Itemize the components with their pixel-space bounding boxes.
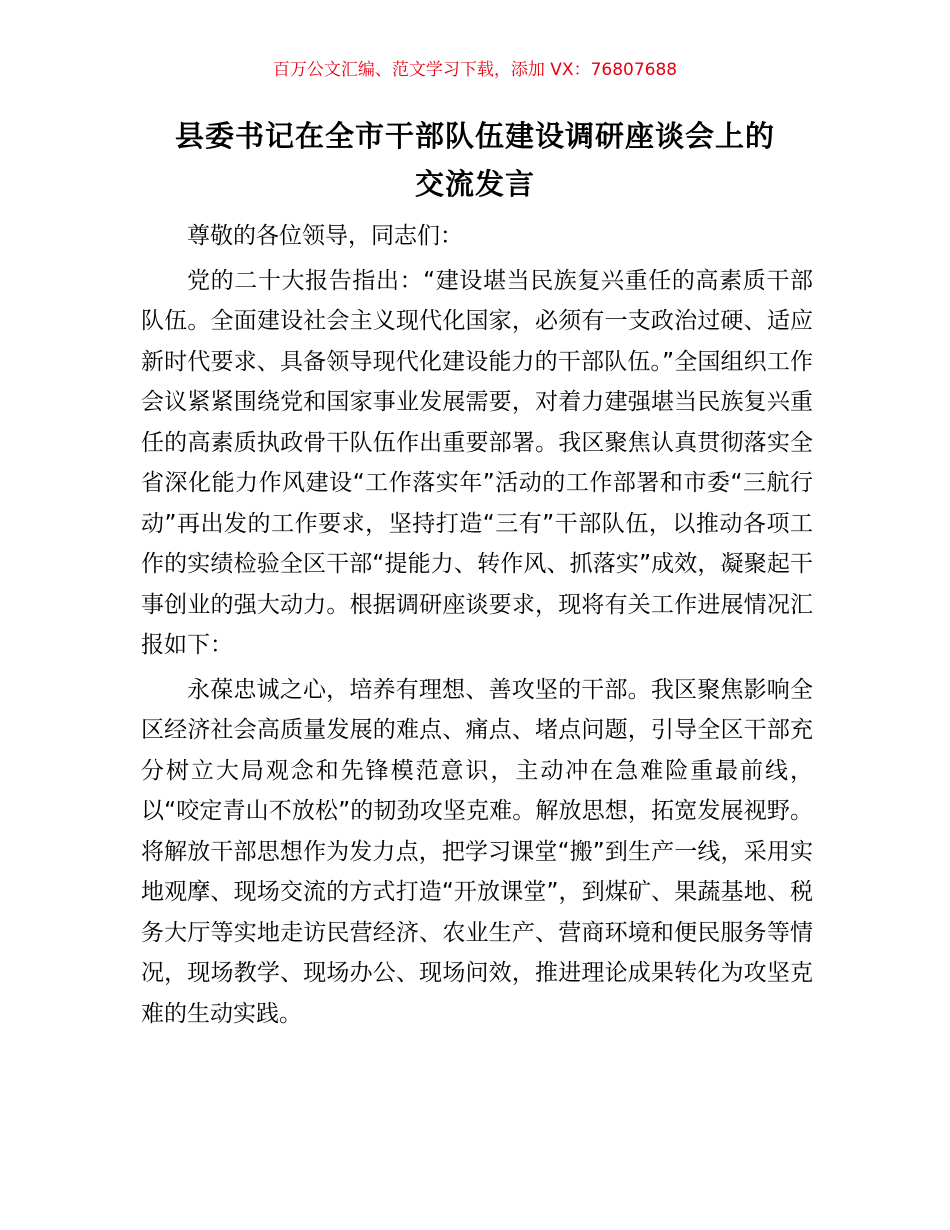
body-paragraph: 永葆忠诚之心，培养有理想、善攻坚的干部。我区聚焦影响全区经济社会高质量发展的难点、痛点、堵点问题，引导全区干部充分树立大局观念和先锋模范意识，主动冲在急难险重最前线，以“咬定青山不放松”的韧劲攻坚克难。解放思想，拓宽发展视野。将解放干部思想作为发力点，把学习课堂“搬”到生产一线，采用实地观摩、现场交流的方式打造“开放课堂”，到煤矿、果蔬基地、税务大厅等实地走访民营经济、农业生产、营商环境和便民服务等情况，现场教学、现场办公、现场问效，推进理论成果转化为攻坚克难的生动实践。	[141, 676, 813, 1027]
salutation-paragraph: 尊敬的各位领导，同志们：	[187, 223, 463, 249]
document-body	[141, 216, 813, 1038]
title-line-2: 交流发言	[414, 167, 535, 201]
title-line-1: 县委书记在全市干部队伍建设调研座谈会上的	[174, 119, 775, 153]
body-paragraph: 党的二十大报告指出：“建设堪当民族复兴重任的高素质干部队伍。全面建设社会主义现代化国家，必须有一支政治过硬、适应新时代要求、具备领导现代化建设能力的干部队伍。”全国组织工作会议紧紧围绕党和国家事业发展需要，对着力建强堪当民族复兴重任的高素质执政骨干队伍作出重要部署。我区聚焦认真贯彻落实全省深化能力作风建设“工作落实年”活动的工作部署和市委“三航行动”再出发的工作要求，坚持打造“三有”干部队伍，以推动各项工作的实绩检验全区干部“提能力、转作风、抓落实”成效，凝聚起干事创业的强大动力。根据调研座谈要求，现将有关工作进展情况汇报如下：	[141, 267, 813, 658]
header-banner: 百万公文汇编、范文学习下载，添加 VX：76807688	[272, 60, 678, 80]
document-title	[120, 112, 830, 208]
